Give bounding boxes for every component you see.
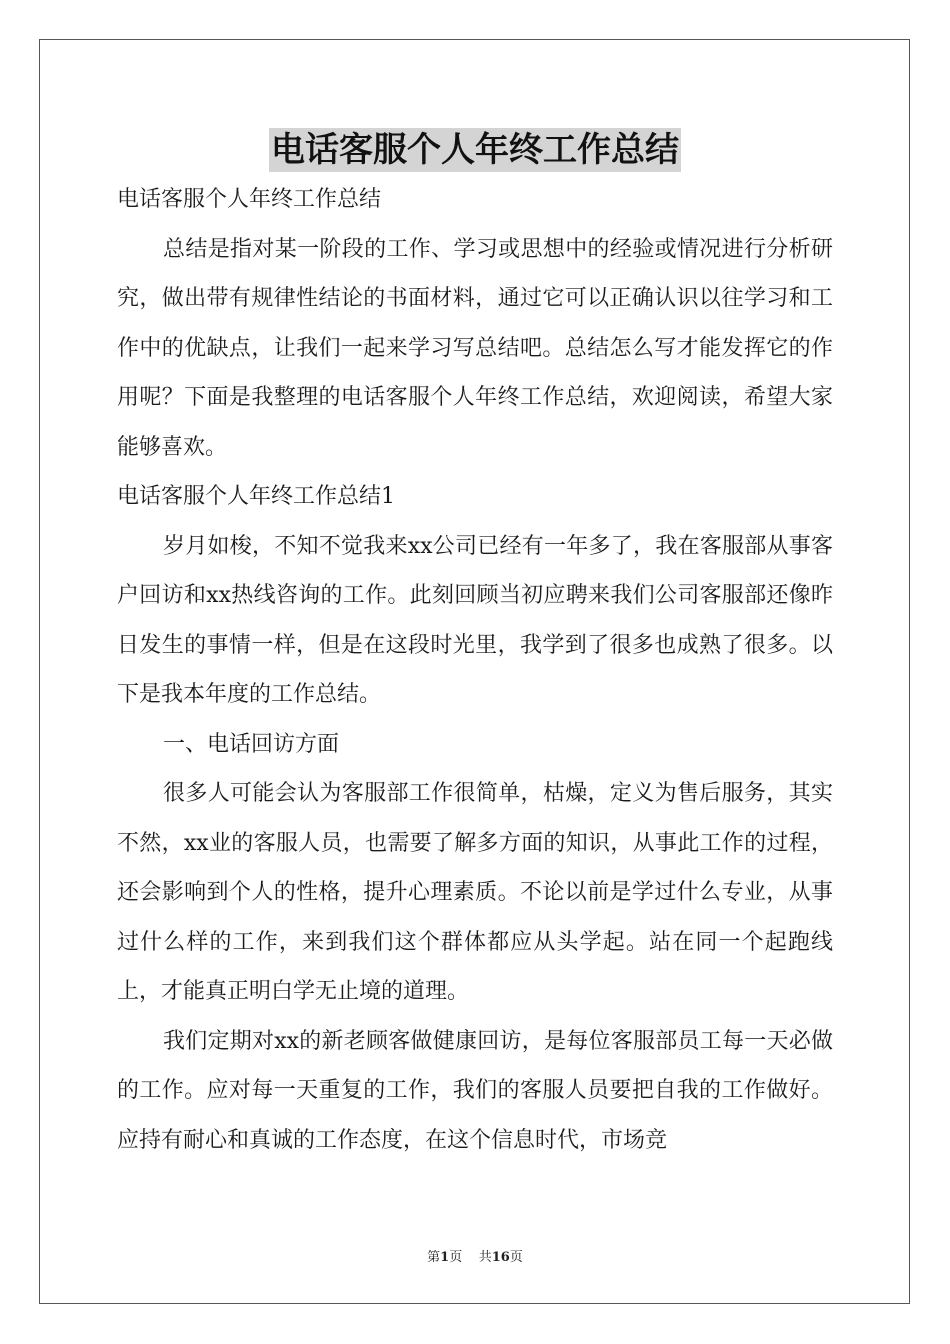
paragraph-regular-visits: 我们定期对xx的新老顾客做健康回访，是每位客服部员工每一天必做的工作。应对每一天重复的工作，我们的客服人员要把自我的工作做好。应持有耐心和真诚的工作态度，在这个信息时代，市场竞 [117,1028,833,1153]
page-prefix: 第 [427,1250,441,1265]
paragraph-overview: 岁月如梭，不知不觉我来xx公司已经有一年多了，我在客服部从事客户回访和xx热线咨询的工作。此刻回顾当初应聘来我们公司客服部还像昨日发生的事情一样，但是在这段时光里，我学到了很多也成熟了很多。以下是我本年度的工作总结。 [117,533,833,707]
page-total: 16 [491,1250,510,1265]
total-prefix: 共 [478,1250,492,1265]
total-suffix: 页 [509,1250,523,1265]
paragraph-subheading: 一、电话回访方面 [163,731,340,757]
paragraph-section-heading: 电话客服个人年终工作总结1 [117,484,395,509]
page-current: 1 [440,1250,450,1265]
document-title [0,128,950,172]
document-title-text: 电话客服个人年终工作总结 [271,130,679,170]
document-body [117,175,833,1165]
paragraph-subtitle: 电话客服个人年终工作总结 [117,187,382,212]
paragraph-phone-visits: 很多人可能会认为客服部工作很简单，枯燥，定义为售后服务，其实不然，xx业的客服人员，也需要了解多方面的知识，从事此工作的过程，还会影响到个人的性格，提升心理素质。不论以前是学过什么专业，从事过什么样的工作，来到我们这个群体都应从头学起。站在同一个起跑线上，才能真正明白学无止境的道理。 [117,781,833,1004]
page-footer [0,1246,950,1265]
page-suffix: 页 [449,1250,463,1265]
paragraph-intro: 总结是指对某一阶段的工作、学习或思想中的经验或情况进行分析研究，做出带有规律性结论的书面材料，通过它可以正确认识以往学习和工作中的优缺点，让我们一起来学习写总结吧。总结怎么写才能发挥它的作用呢？下面是我整理的电话客服个人年终工作总结，欢迎阅读，希望大家能够喜欢。 [117,236,833,460]
